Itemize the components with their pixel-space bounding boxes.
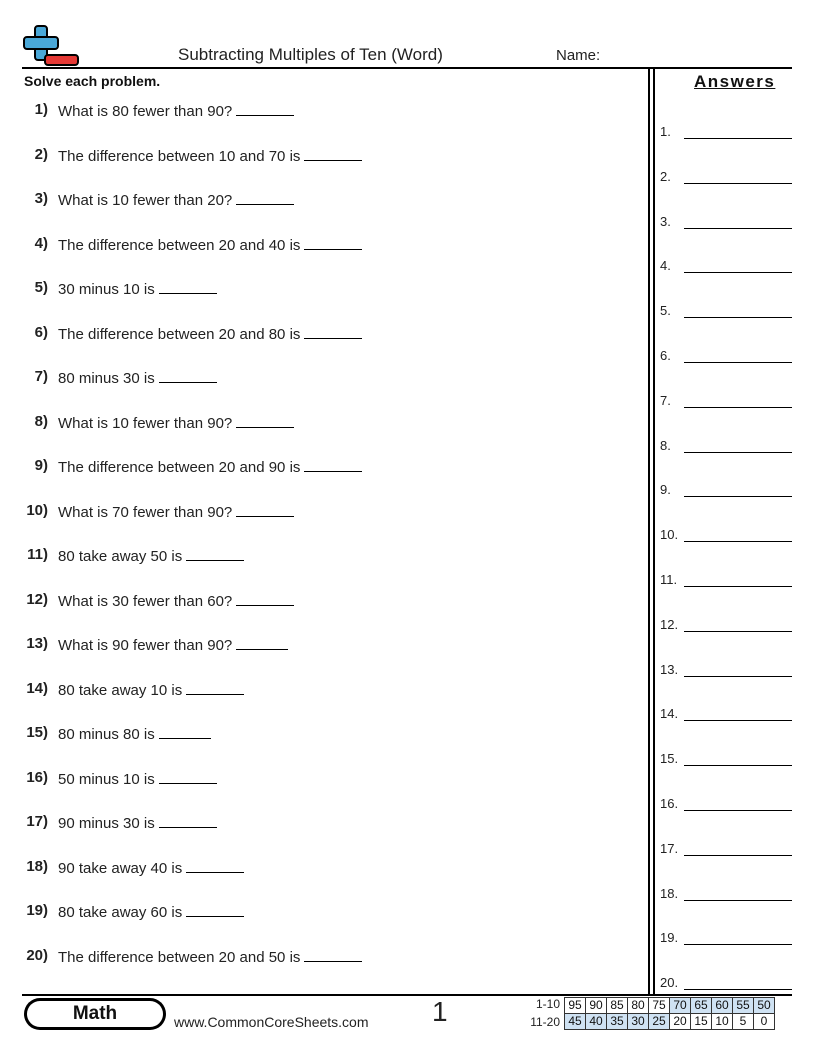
score-key-cell: 20 (670, 1014, 691, 1030)
problem-number: 19) (26, 902, 48, 919)
problem-text: What is 90 fewer than 90? (58, 637, 233, 654)
column-divider-left (648, 69, 650, 995)
problem-number: 14) (26, 679, 48, 697)
answer-line[interactable] (660, 257, 792, 273)
answer-underline[interactable] (684, 317, 792, 318)
score-key-cell: 25 (649, 1014, 670, 1030)
answer-number: 17. (660, 840, 679, 856)
answer-number: 20. (660, 975, 679, 991)
answer-line[interactable] (660, 705, 792, 721)
answer-line[interactable] (660, 437, 792, 453)
answer-blank[interactable] (236, 190, 294, 205)
problem-item (0, 546, 640, 566)
answer-blank[interactable] (159, 813, 217, 828)
problem-item (0, 279, 640, 299)
answer-number: 14. (660, 706, 679, 722)
answer-blank[interactable] (236, 591, 294, 606)
problem-text: The difference between 20 and 80 is (58, 325, 301, 343)
problem-text: What is 10 fewer than 20? (58, 192, 233, 209)
score-key-cell: 55 (733, 998, 754, 1014)
score-key-cell: 50 (754, 998, 775, 1014)
answer-number: 4. (660, 258, 671, 274)
answer-line[interactable] (660, 526, 792, 542)
answer-blank[interactable] (304, 324, 362, 339)
problem-text: The difference between 20 and 90 is (58, 459, 301, 476)
answer-line[interactable] (660, 750, 792, 766)
problem-text: The difference between 20 and 40 is (58, 236, 301, 254)
problem-number: 16) (26, 768, 48, 786)
answer-line[interactable] (660, 661, 792, 677)
problem-item (0, 858, 640, 878)
answer-blank[interactable] (186, 902, 244, 917)
answer-number: 13. (660, 661, 679, 677)
problem-number: 4) (34, 234, 48, 252)
score-key-row (565, 1014, 775, 1030)
column-divider-right (653, 69, 655, 995)
score-key-cell: 15 (691, 1014, 712, 1030)
problem-item (0, 680, 640, 700)
instructions: Solve each problem. (24, 73, 161, 89)
answer-blank[interactable] (304, 146, 362, 161)
answer-number: 18. (660, 885, 679, 901)
answer-underline[interactable] (684, 765, 792, 766)
score-key-cell: 80 (628, 998, 649, 1014)
answer-blank[interactable] (186, 858, 244, 873)
problem-item (0, 591, 640, 611)
problem-item (0, 146, 640, 166)
problem-item (0, 190, 640, 210)
answer-underline[interactable] (684, 407, 792, 408)
answer-number: 10. (660, 527, 679, 543)
problem-text: What is 80 fewer than 90? (58, 103, 233, 120)
answer-underline[interactable] (684, 631, 792, 632)
score-key-cell: 85 (607, 998, 628, 1014)
answer-line[interactable] (660, 840, 792, 856)
problem-number: 12) (26, 590, 48, 608)
problem-text: 90 minus 30 is (58, 815, 155, 832)
score-key-cell: 60 (712, 998, 733, 1014)
score-key-cell: 95 (565, 998, 586, 1014)
answer-line[interactable] (660, 974, 792, 990)
problem-number: 6) (34, 323, 48, 341)
answer-underline[interactable] (684, 541, 792, 542)
answer-underline[interactable] (684, 586, 792, 587)
answer-line[interactable] (660, 168, 792, 184)
problem-item (0, 813, 640, 833)
problem-number: 18) (26, 857, 48, 875)
problem-item (0, 902, 640, 922)
score-key-cell: 40 (586, 1014, 607, 1030)
answer-line[interactable] (660, 481, 792, 497)
problem-number: 5) (34, 279, 48, 296)
problem-number: 9) (34, 457, 48, 474)
problem-item (0, 413, 640, 433)
answer-blank[interactable] (236, 635, 288, 650)
problem-item (0, 101, 640, 121)
answer-number: 6. (660, 348, 671, 363)
problem-number: 1) (34, 101, 48, 118)
answer-blank[interactable] (236, 101, 294, 116)
score-key-cell: 0 (754, 1014, 775, 1030)
answer-line[interactable] (660, 885, 792, 901)
problem-text: 80 take away 50 is (58, 548, 183, 565)
score-key-cell: 65 (691, 998, 712, 1014)
problem-text: 80 take away 10 is (58, 681, 183, 699)
answer-number: 1. (660, 124, 671, 139)
answer-blank[interactable] (159, 769, 217, 784)
score-key-label-1: 1-10 (535, 997, 560, 1011)
answer-blank[interactable] (159, 279, 217, 294)
answer-line[interactable] (660, 302, 792, 318)
problem-text: 50 minus 10 is (58, 770, 155, 788)
answer-underline[interactable] (684, 944, 792, 945)
answer-underline[interactable] (684, 989, 792, 990)
problem-number: 13) (26, 635, 48, 652)
answer-line[interactable] (660, 929, 792, 945)
problem-text: The difference between 20 and 50 is (58, 948, 301, 966)
score-key-label-2: 11-20 (530, 1015, 560, 1029)
problem-item (0, 502, 640, 522)
answer-underline[interactable] (684, 720, 792, 721)
name-label: Name: (556, 47, 601, 64)
answer-underline[interactable] (684, 676, 792, 677)
answer-blank[interactable] (304, 947, 362, 962)
answer-underline[interactable] (684, 362, 792, 363)
problem-text: 80 minus 80 is (58, 726, 155, 743)
answer-number: 7. (660, 392, 671, 408)
problem-item (0, 947, 640, 967)
answer-blank[interactable] (236, 502, 294, 517)
answer-underline[interactable] (684, 272, 792, 273)
answer-line[interactable] (660, 123, 792, 139)
answer-line[interactable] (660, 571, 792, 587)
answer-blank[interactable] (159, 724, 211, 739)
footer-rule (22, 994, 792, 996)
answer-blank[interactable] (304, 235, 362, 250)
answer-number: 2. (660, 168, 671, 184)
score-key-cell: 30 (628, 1014, 649, 1030)
answer-number: 8. (660, 437, 671, 453)
answer-number: 3. (660, 213, 671, 229)
header-rule (22, 67, 792, 69)
answer-number: 11. (660, 572, 678, 587)
problem-item (0, 635, 640, 655)
problem-item (0, 457, 640, 477)
answer-line[interactable] (660, 213, 792, 229)
answer-underline[interactable] (684, 900, 792, 901)
score-key-cell: 90 (586, 998, 607, 1014)
problem-text: 80 minus 30 is (58, 370, 155, 387)
subject-badge (24, 998, 166, 1030)
plus-minus-logo-icon (22, 24, 80, 68)
problem-number: 8) (34, 412, 48, 430)
problem-text: The difference between 10 and 70 is (58, 147, 301, 165)
problem-text: 80 take away 60 is (58, 904, 183, 921)
problem-item (0, 235, 640, 255)
answer-blank[interactable] (304, 457, 362, 472)
problem-number: 10) (26, 501, 48, 519)
answer-blank[interactable] (236, 413, 294, 428)
answer-number: 15. (660, 751, 679, 767)
problem-text: What is 10 fewer than 90? (58, 414, 233, 432)
answer-underline[interactable] (684, 138, 792, 139)
answer-number: 16. (660, 796, 679, 811)
score-key-cell: 5 (733, 1014, 754, 1030)
score-key-row (565, 998, 775, 1014)
subject-label: Math (27, 1001, 163, 1027)
score-key-cell: 70 (670, 998, 691, 1014)
answer-underline[interactable] (684, 855, 792, 856)
answer-line[interactable] (660, 795, 792, 811)
problem-text: 90 take away 40 is (58, 859, 183, 877)
problem-number: 2) (34, 145, 48, 163)
answer-line[interactable] (660, 347, 792, 363)
answer-blank[interactable] (186, 680, 244, 695)
problem-number: 20) (26, 946, 48, 964)
problem-number: 7) (34, 368, 48, 385)
score-key-cell: 75 (649, 998, 670, 1014)
answer-underline[interactable] (684, 183, 792, 184)
problem-number: 11) (27, 546, 48, 563)
answer-line[interactable] (660, 616, 792, 632)
problem-text: 30 minus 10 is (58, 281, 155, 298)
answer-line[interactable] (660, 392, 792, 408)
answer-underline[interactable] (684, 452, 792, 453)
score-key-cell: 45 (565, 1014, 586, 1030)
worksheet-title: Subtracting Multiples of Ten (Word) (178, 45, 443, 64)
problem-item (0, 769, 640, 789)
problem-item (0, 724, 640, 744)
problem-number: 17) (26, 813, 48, 830)
problem-number: 3) (34, 190, 48, 207)
score-key-cell: 10 (712, 1014, 733, 1030)
answer-underline[interactable] (684, 496, 792, 497)
answer-underline[interactable] (684, 810, 792, 811)
problem-number: 15) (26, 724, 48, 741)
answer-underline[interactable] (684, 228, 792, 229)
answer-number: 12. (660, 616, 679, 632)
answer-number: 9. (660, 482, 671, 498)
score-key-cell: 35 (607, 1014, 628, 1030)
answer-number: 5. (660, 303, 671, 319)
problem-text: What is 30 fewer than 60? (58, 592, 233, 610)
page-number: 1 (432, 996, 448, 1027)
problem-text: What is 70 fewer than 90? (58, 503, 233, 521)
problem-item (0, 324, 640, 344)
problem-item (0, 368, 640, 388)
answer-number: 19. (660, 930, 679, 946)
answers-heading: Answers (694, 72, 776, 91)
website-link[interactable]: www.CommonCoreSheets.com (174, 1014, 369, 1030)
answer-blank[interactable] (159, 368, 217, 383)
answer-blank[interactable] (186, 546, 244, 561)
score-key-table (564, 997, 775, 1030)
